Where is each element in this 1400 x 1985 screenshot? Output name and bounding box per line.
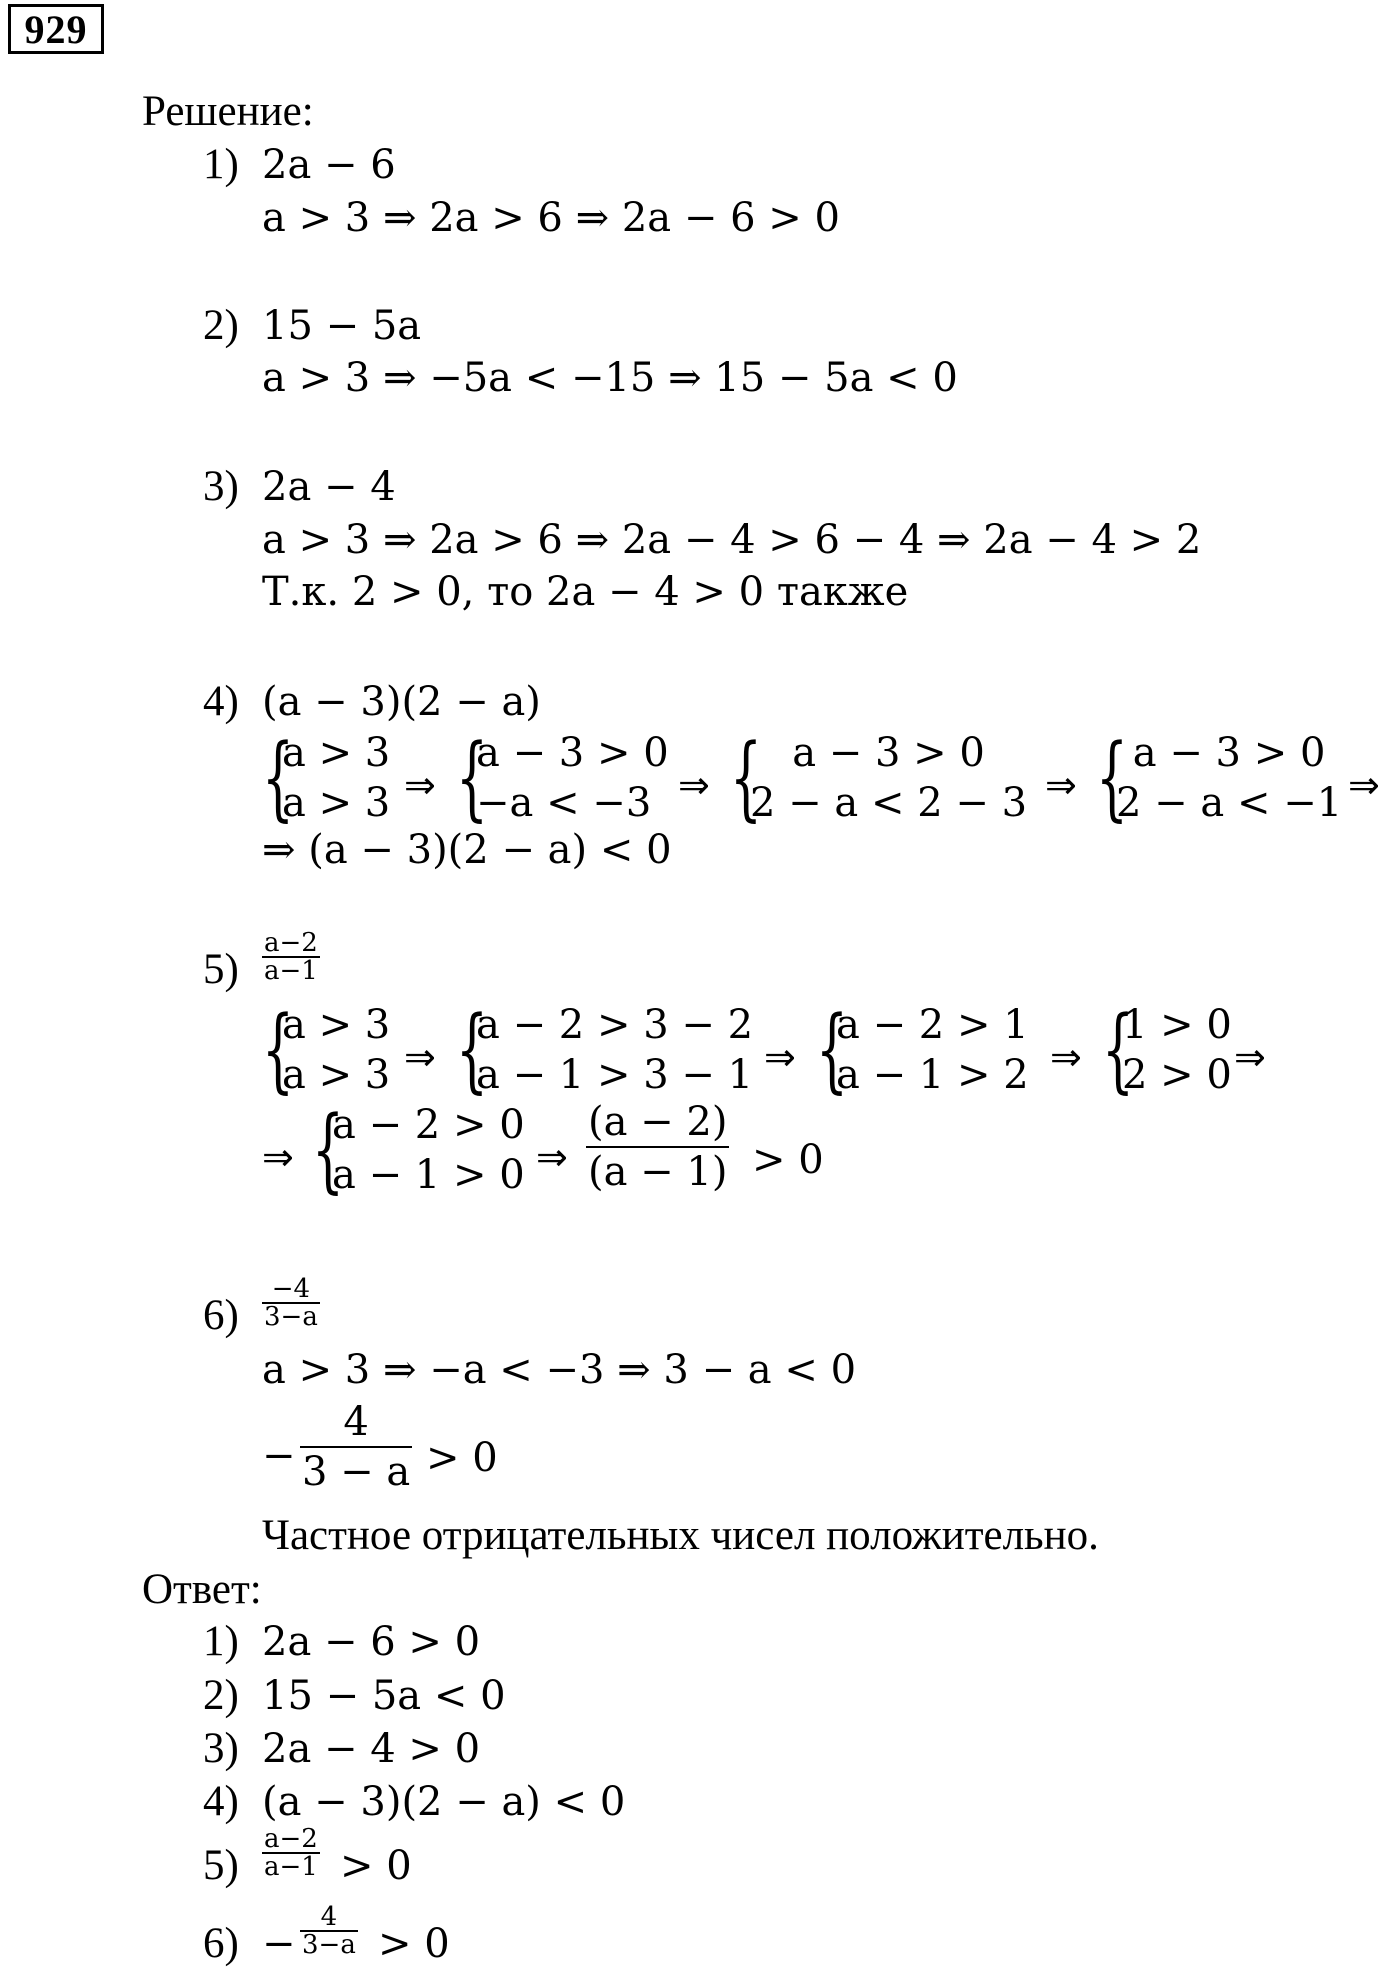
problem-number-box [8, 4, 104, 54]
item-2-number: 2) [203, 302, 239, 349]
answer-6-fraction [300, 1904, 358, 1958]
item-2-line: a > 3 ⇒ −5a < −15 ⇒ 15 − 5a < 0 [262, 355, 958, 401]
system-row: a − 2 > 1 [836, 1002, 1029, 1048]
numerator: −4 [271, 1274, 311, 1304]
item-5-big-fraction [586, 1099, 729, 1195]
item-3-line: a > 3 ⇒ 2a > 6 ⇒ 2a − 4 > 6 − 4 ⇒ 2a − 4 > 2 [262, 517, 1202, 563]
item-4-system-4 [1090, 724, 1343, 831]
implies-arrow: ⇒ [262, 1135, 294, 1179]
numerator: (a − 2) [588, 1099, 728, 1145]
answer-5-fraction [262, 1826, 320, 1880]
brace-icon: { [311, 1096, 345, 1203]
answer-2-number: 2) [203, 1672, 239, 1719]
numerator: a−2 [264, 928, 318, 958]
numerator: 4 [343, 1399, 369, 1445]
answer-4-number: 4) [203, 1778, 239, 1825]
system-row: 2 − a < −1 [1116, 780, 1343, 826]
denominator: a−1 [264, 1852, 318, 1882]
answer-3-number: 3) [203, 1725, 239, 1772]
system-row: 2 > 0 [1122, 1052, 1232, 1098]
brace-icon: { [261, 724, 295, 831]
brace-icon: { [261, 996, 295, 1103]
system-row: a > 3 [282, 1002, 391, 1048]
item-5-number: 5) [203, 946, 239, 993]
system-row: a − 3 > 0 [792, 730, 985, 776]
item-6-fraction [262, 1276, 320, 1330]
numerator: 4 [320, 1902, 338, 1932]
answer-2: 15 − 5a < 0 [262, 1673, 506, 1719]
system-row: a − 1 > 0 [332, 1152, 525, 1198]
answer-5-number: 5) [203, 1842, 239, 1889]
item-6-line: a > 3 ⇒ −a < −3 ⇒ 3 − a < 0 [262, 1347, 857, 1393]
denominator: 3 − a [302, 1449, 411, 1495]
implies-arrow: ⇒ [678, 763, 710, 807]
answer-3: 2a − 4 > 0 [262, 1726, 481, 1772]
brace-icon: { [1095, 724, 1129, 831]
item-2-expression: 15 − 5a [262, 303, 422, 349]
brace-icon: { [815, 996, 849, 1103]
item-5-fraction [262, 930, 320, 984]
item-3-expression: 2a − 4 [262, 464, 396, 510]
answer-6-tail: > 0 [378, 1921, 450, 1967]
answer-6-number: 6) [203, 1920, 239, 1967]
item-6-tail: > 0 [426, 1435, 498, 1481]
implies-arrow: ⇒ [1234, 1035, 1266, 1079]
item-1-expression: 2a − 6 [262, 142, 396, 188]
item-4-system-2 [450, 724, 669, 831]
denominator: a−1 [264, 956, 318, 986]
item-4-number: 4) [203, 678, 239, 725]
numerator: a−2 [264, 1824, 318, 1854]
system-row: a − 3 > 0 [1132, 730, 1326, 776]
item-4-expression: (a − 3)(2 − a) [262, 679, 541, 725]
answer-1-number: 1) [203, 1618, 239, 1665]
item-6-big-fraction [300, 1399, 412, 1495]
item-4-system-3 [724, 724, 1028, 831]
system-row: 2 − a < 2 − 3 [750, 780, 1028, 826]
item-5-tail: > 0 [752, 1137, 824, 1183]
system-row: a > 3 [282, 1052, 391, 1098]
system-row: a > 3 [282, 730, 391, 776]
implies-arrow: ⇒ [1045, 763, 1077, 807]
answer-label: Ответ: [142, 1566, 262, 1613]
denominator: 3−a [302, 1930, 356, 1960]
item-3-note: Т.к. 2 > 0, то 2a − 4 > 0 также [262, 569, 909, 615]
answer-6-minus: − [262, 1921, 296, 1967]
answer-5-tail: > 0 [340, 1843, 412, 1889]
item-6-note: Частное отрицательных чисел положительно. [262, 1512, 1099, 1559]
implies-arrow: ⇒ [764, 1035, 796, 1079]
item-5-system-3 [810, 996, 1029, 1103]
item-1-line: a > 3 ⇒ 2a > 6 ⇒ 2a − 6 > 0 [262, 195, 840, 241]
denominator: (a − 1) [588, 1149, 728, 1195]
system-row: a − 2 > 3 − 2 [476, 1002, 754, 1048]
item-4-result: ⇒ (a − 3)(2 − a) < 0 [262, 827, 672, 873]
answer-1: 2a − 6 > 0 [262, 1619, 481, 1665]
brace-icon: { [455, 996, 489, 1103]
item-3-number: 3) [203, 463, 239, 510]
implies-arrow: ⇒ [404, 1035, 436, 1079]
item-5-system-5 [306, 1096, 525, 1203]
denominator: 3−a [264, 1302, 318, 1332]
system-row: a − 3 > 0 [476, 730, 669, 776]
implies-arrow: ⇒ [1050, 1035, 1082, 1079]
system-row: a − 2 > 0 [332, 1102, 525, 1148]
system-row: a − 1 > 2 [836, 1052, 1029, 1098]
brace-icon: { [729, 724, 763, 831]
item-4-system-1 [256, 724, 391, 831]
item-6-number: 6) [203, 1292, 239, 1339]
implies-arrow: ⇒ [536, 1135, 568, 1179]
answer-4: (a − 3)(2 − a) < 0 [262, 1779, 626, 1825]
implies-arrow: ⇒ [404, 763, 436, 807]
item-1-number: 1) [203, 141, 239, 188]
system-row: a > 3 [282, 780, 391, 826]
item-6-minus: − [262, 1433, 296, 1479]
solution-label: Решение: [142, 88, 314, 135]
brace-icon: { [1101, 996, 1135, 1103]
problem-number: 929 [24, 6, 88, 52]
item-5-system-4 [1096, 996, 1232, 1103]
system-row: −a < −3 [476, 780, 652, 826]
system-row: a − 1 > 3 − 1 [476, 1052, 754, 1098]
system-row: 1 > 0 [1122, 1002, 1232, 1048]
brace-icon: { [455, 724, 489, 831]
item-5-system-2 [450, 996, 754, 1103]
implies-arrow: ⇒ [1348, 763, 1380, 807]
item-5-system-1 [256, 996, 391, 1103]
